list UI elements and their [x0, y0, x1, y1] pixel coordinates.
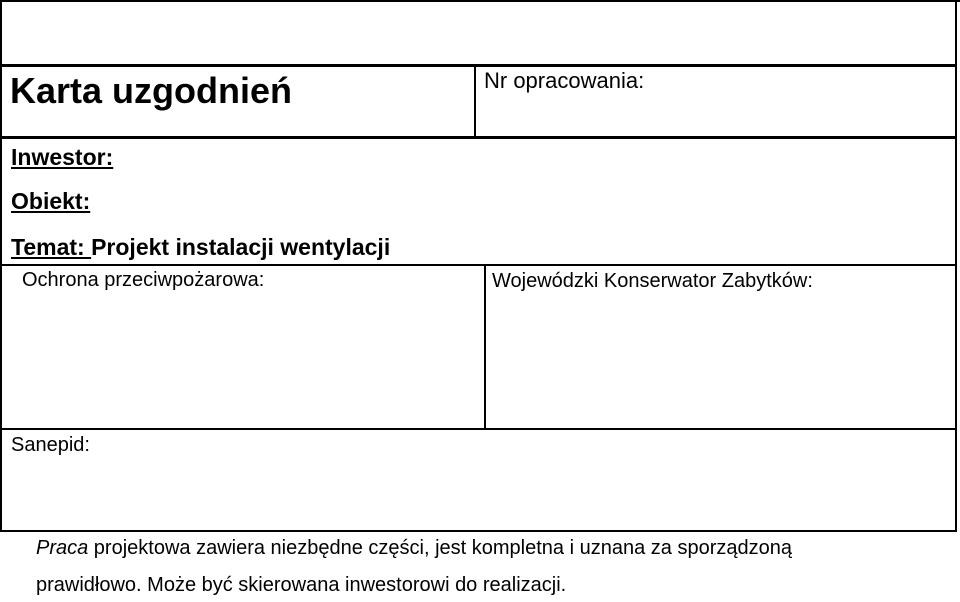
approval-note-lead: Praca — [36, 537, 89, 559]
approval-note-rest: projektowa zawiera niezbędne części, jest kompletna i uznana za sporządzoną — [88, 537, 792, 559]
object-label: Obiekt: — [11, 188, 91, 214]
approval-divider — [484, 264, 486, 430]
approval-note-line-2: prawidłowo. Może być skierowana inwestorowi do realizacji. — [36, 574, 567, 596]
section-rule — [0, 264, 957, 266]
left-border — [0, 0, 2, 532]
approval-bottom-rule — [0, 428, 957, 430]
header-divider — [474, 64, 476, 138]
conservator-label: Wojewódzki Konserwator Zabytków: — [492, 270, 813, 292]
fire-protection-label: Ochrona przeciwpożarowa: — [22, 269, 265, 291]
investor-label: Inwestor: — [11, 144, 114, 170]
header-bottom-rule — [0, 136, 957, 139]
card-title: Karta uzgodnień — [10, 70, 293, 111]
right-border — [955, 0, 957, 532]
sanepid-label: Sanepid: — [11, 434, 90, 456]
topic-row — [11, 236, 390, 259]
top-border — [0, 0, 960, 2]
nr-opracowania-label: Nr opracowania: — [484, 68, 645, 93]
topic-label: Temat: — [11, 234, 92, 260]
topic-value: Projekt instalacji wentylacji — [91, 234, 391, 260]
approval-note-line-1 — [36, 538, 792, 558]
header-top-rule — [0, 64, 957, 67]
card-bottom-rule — [0, 530, 957, 532]
